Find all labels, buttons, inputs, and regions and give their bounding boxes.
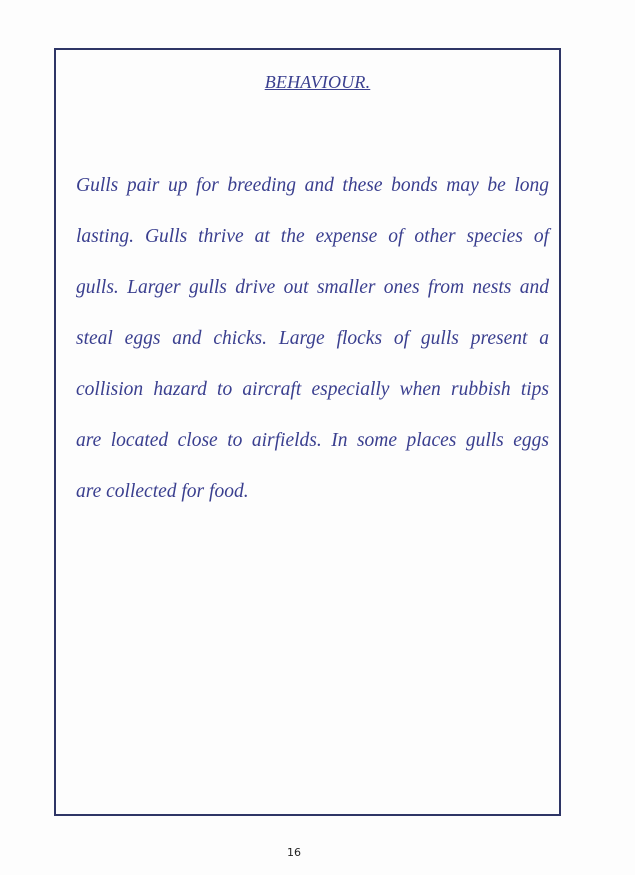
page-number: 16 (287, 846, 301, 859)
body-paragraph (76, 160, 549, 517)
paragraph-line: collision hazard to aircraft especially when rubbish tips (76, 379, 549, 400)
paragraph-line: are located close to airfields. In some places gulls eggs (76, 430, 549, 451)
paragraph-line: gulls. Larger gulls drive out smaller ones from nests and (76, 277, 549, 298)
page-title: BEHAVIOUR. (264, 72, 371, 92)
paragraph-line: steal eggs and chicks. Large flocks of gulls present a (76, 328, 549, 349)
paragraph-line: are collected for food. (76, 481, 249, 502)
paragraph-line: Gulls pair up for breeding and these bonds may be long (76, 175, 549, 196)
paragraph-line: lasting. Gulls thrive at the expense of other species of (76, 226, 549, 247)
